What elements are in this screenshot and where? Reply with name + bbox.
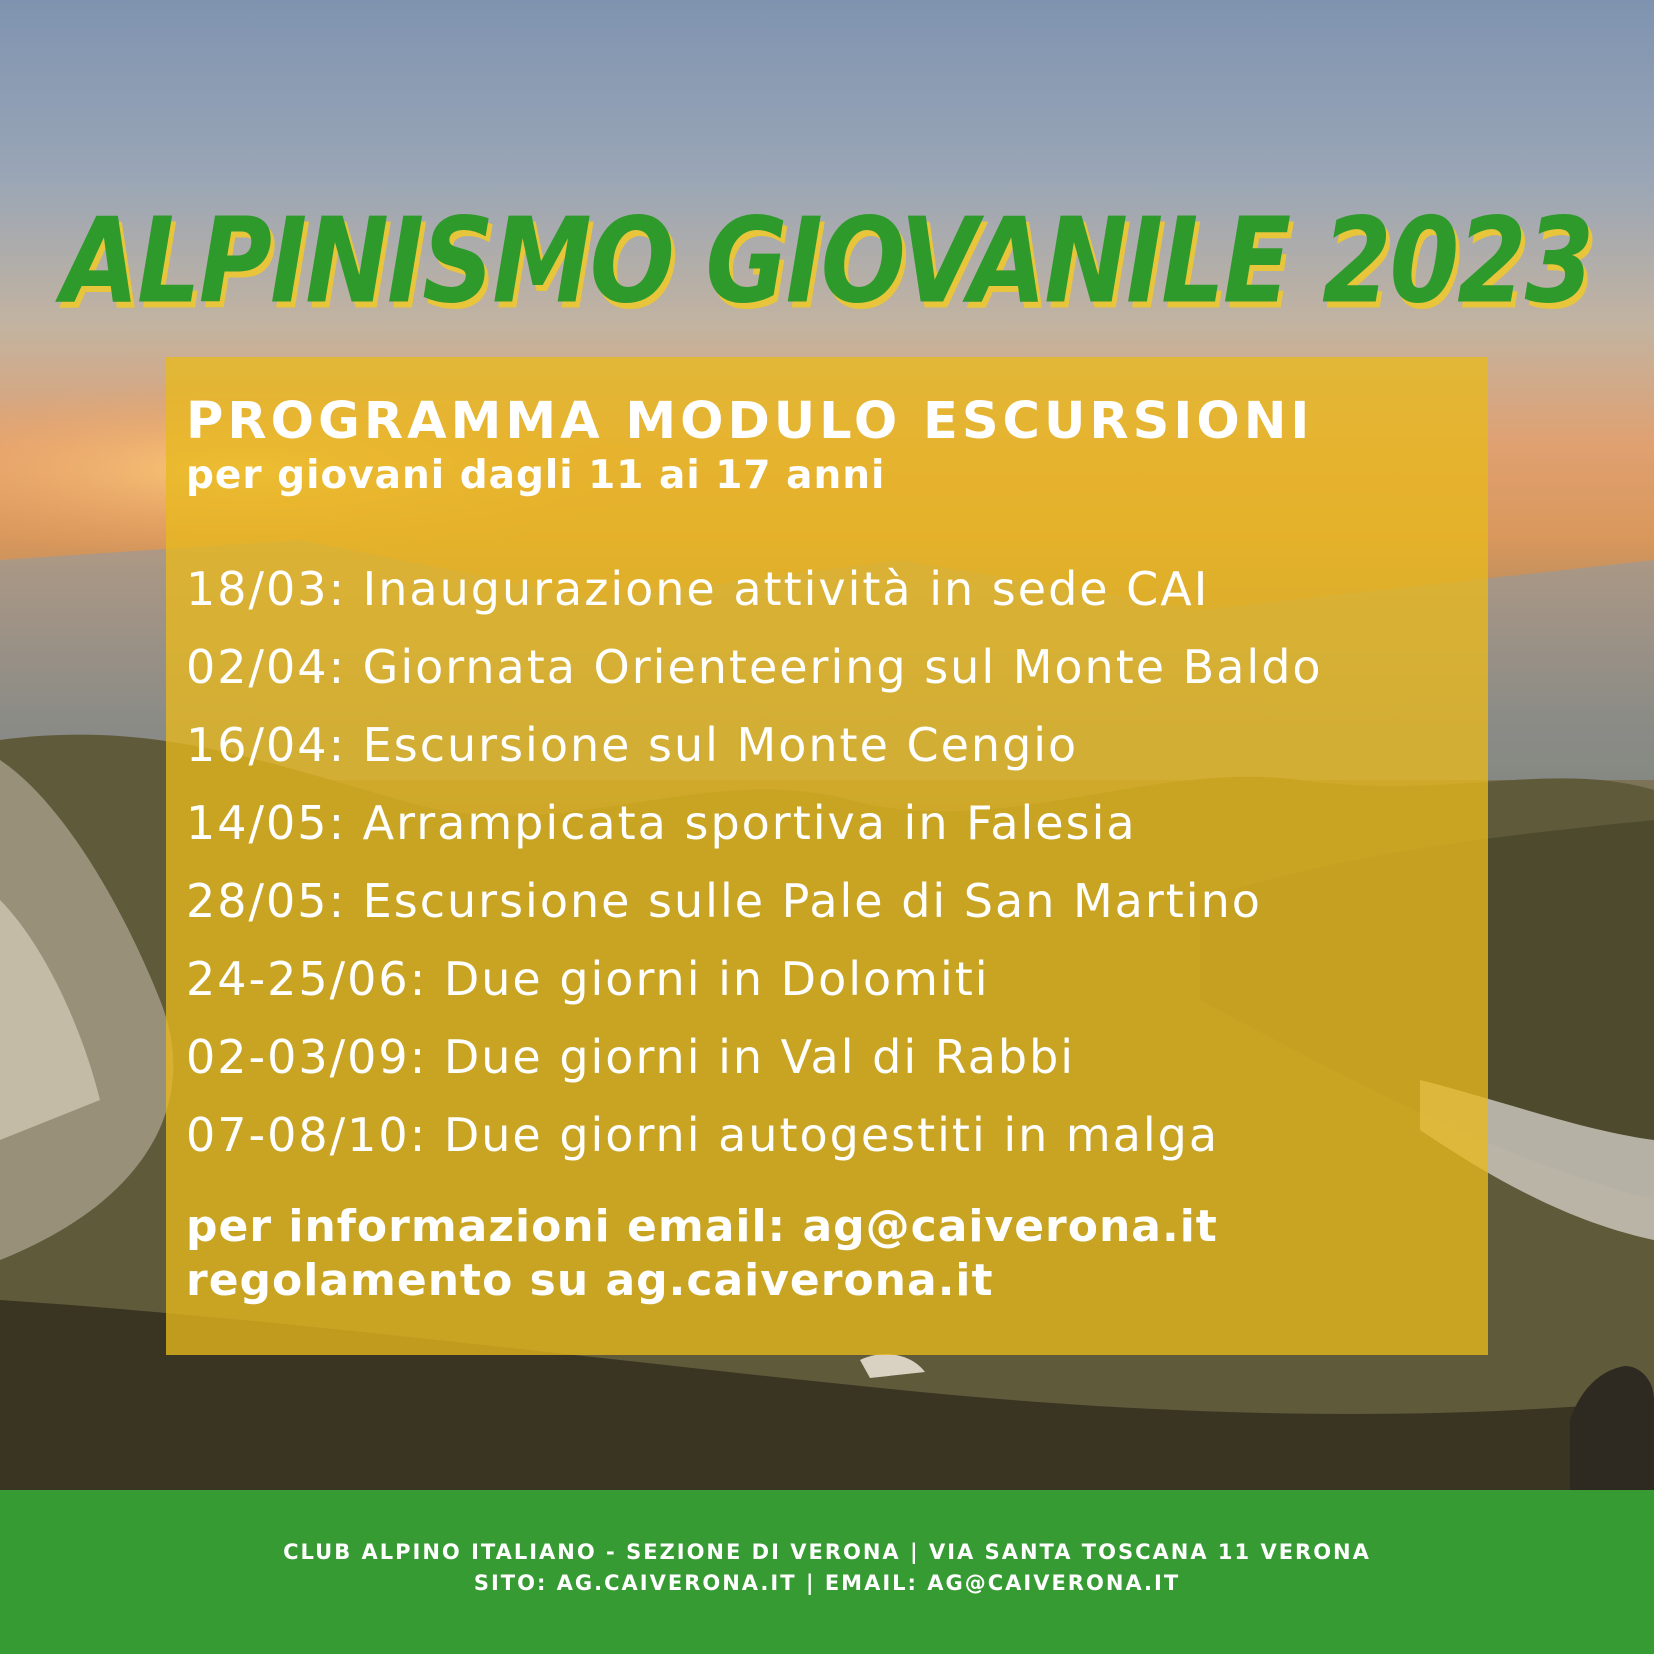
event-item: 14/05: Arrampicata sportiva in Falesia (186, 796, 1137, 850)
event-item: 16/04: Escursione sul Monte Cengio (186, 718, 1079, 772)
info-rules: regolamento su ag.caiverona.it (186, 1255, 994, 1306)
page-title: ALPINISMO GIOVANILE 2023 (61, 192, 1593, 331)
info-email: per informazioni email: ag@caiverona.it (186, 1201, 1218, 1252)
footer-address: CLUB ALPINO ITALIANO - SEZIONE DI VERONA | VIA SANTA TOSCANA 11 VERONA (283, 1540, 1371, 1564)
event-item: 02/04: Giornata Orienteering sul Monte Baldo (186, 640, 1323, 694)
event-item: 28/05: Escursione sulle Pale di San Martino (186, 874, 1262, 928)
events-list (186, 560, 1323, 1184)
footer-contacts: SITO: AG.CAIVERONA.IT | EMAIL: AG@CAIVERONA.IT (473, 1571, 1181, 1595)
event-item: 18/03: Inaugurazione attività in sede CAI (186, 562, 1210, 616)
event-item: 02-03/09: Due giorni in Val di Rabbi (186, 1030, 1076, 1084)
program-subtitle: per giovani dagli 11 ai 17 anni (186, 453, 886, 498)
event-item: 24-25/06: Due giorni in Dolomiti (186, 952, 990, 1006)
event-item: 07-08/10: Due giorni autogestiti in malga (186, 1108, 1220, 1162)
program-title: PROGRAMMA MODULO ESCURSIONI (186, 392, 1314, 451)
info-block (186, 1200, 1218, 1308)
